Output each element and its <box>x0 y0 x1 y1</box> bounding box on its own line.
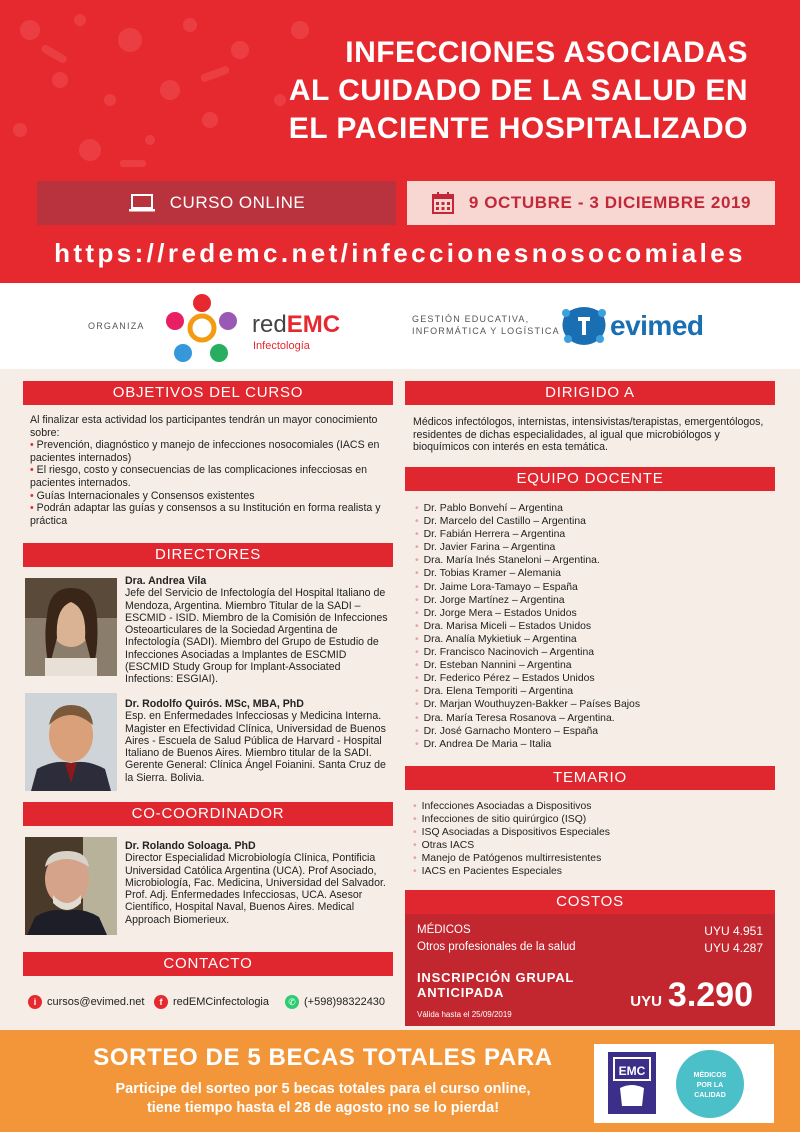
price-label: Otros profesionales de la salud <box>417 941 576 953</box>
objetivos-intro: Al finalizar esta actividad los participantes tendrán un mayor conocimiento sobre: <box>30 414 378 439</box>
svg-text:CALIDAD: CALIDAD <box>694 1092 726 1099</box>
footer-text: Participe del sorteo por 5 becas totales para el curso online, tiene tiempo hasta el 28 de agosto ¡no se lo pierda! <box>115 1081 531 1116</box>
objetivo-item: • El riesgo, costo y consecuencias de las complicaciones infecciosas en pacientes internados. <box>30 464 367 489</box>
contacto-heading: CONTACTO <box>23 952 393 976</box>
director-photo-quiros <box>25 693 117 791</box>
docente-item: • Dr. Javier Farina – Argentina <box>415 541 770 554</box>
objetivos-heading: OBJETIVOS DEL CURSO <box>23 381 393 405</box>
partner-logos <box>594 1044 774 1123</box>
director-name: Dr. Rodolfo Quirós. MSc, MBA, PhD <box>125 698 304 710</box>
facebook-icon: f <box>154 995 168 1009</box>
directores-heading: DIRECTORES <box>23 543 393 567</box>
price-label: MÉDICOS <box>417 924 471 936</box>
docente-item: • Dr. Tobias Kramer – Alemania <box>415 567 770 580</box>
contact-email[interactable] <box>28 995 144 1009</box>
equipo-heading: EQUIPO DOCENTE <box>405 467 775 491</box>
info-icon: i <box>28 995 42 1009</box>
docente-item: • Dr. Jorge Martínez – Argentina <box>415 594 770 607</box>
svg-text:MÉDICOS: MÉDICOS <box>693 1072 727 1079</box>
docente-item: • Dra. Marisa Miceli – Estados Unidos <box>415 620 770 633</box>
grupal-amount: 3.290 <box>667 976 753 1014</box>
contact-facebook-text[interactable]: redEMCinfectologia <box>173 996 269 1008</box>
docente-item: • Dr. Pablo Bonvehí – Argentina <box>415 502 770 515</box>
price-row-medicos <box>417 924 763 938</box>
docente-item: • Dra. Analía Mykietiuk – Argentina <box>415 633 770 646</box>
docente-item: • Dra. Elena Temporiti – Argentina <box>415 685 770 698</box>
cocoordinador-photo <box>25 837 117 935</box>
redemc-subtitle: Infectología <box>253 340 310 352</box>
laptop-icon <box>128 193 156 213</box>
partner-logos-box <box>594 1044 774 1123</box>
director-vila <box>125 575 391 686</box>
price-value: UYU 4.951 <box>704 924 763 938</box>
emc-logo-icon <box>608 1052 656 1114</box>
calendar-icon <box>431 191 455 215</box>
contact-facebook[interactable] <box>154 995 269 1009</box>
course-mode-badge <box>37 181 396 225</box>
contact-email-text[interactable]: cursos@evimed.net <box>47 996 145 1008</box>
grupal-valid-until: Válida hasta el 25/09/2019 <box>417 1010 512 1019</box>
temario-item: • Otras IACS <box>413 839 768 852</box>
footer-title: SORTEO DE 5 BECAS TOTALES PARA <box>93 1044 553 1071</box>
cocoordinador-heading: CO-COORDINADOR <box>23 802 393 826</box>
objetivo-item: • Podrán adaptar las guías y consensos a su Institución en forma realista y práctica <box>30 502 381 527</box>
dirigido-heading: DIRIGIDO A <box>405 381 775 405</box>
temario-list <box>413 800 768 879</box>
course-title <box>188 34 748 148</box>
title-line: AL CUIDADO DE LA SALUD EN <box>288 74 748 107</box>
contact-whatsapp[interactable] <box>285 995 385 1009</box>
svg-text:POR LA: POR LA <box>696 1082 724 1089</box>
costos-heading: COSTOS <box>405 890 775 914</box>
docente-item: • Dr. Andrea De Maria – Italia <box>415 738 770 751</box>
objetivos-body <box>30 414 390 527</box>
grupal-label: INSCRIPCIÓN GRUPAL ANTICIPADA <box>417 970 575 1000</box>
gestion-label: GESTIÓN EDUCATIVA, INFORMÁTICA Y LOGÍSTICA <box>412 314 560 336</box>
title-line: EL PACIENTE HOSPITALIZADO <box>288 112 748 145</box>
header-banner <box>0 0 800 283</box>
price-row-otros <box>417 941 763 955</box>
docente-item: • Dr. José Garnacho Montero – España <box>415 725 770 738</box>
course-dates: 9 OCTUBRE - 3 DICIEMBRE 2019 <box>468 193 752 212</box>
docente-item: • Dra. María Inés Staneloni – Argentina. <box>415 554 770 567</box>
redemc-logo-icon <box>165 293 240 363</box>
docente-item: • Dra. María Teresa Rosanova – Argentina. <box>415 712 770 725</box>
docente-item: • Dr. Esteban Nannini – Argentina <box>415 659 770 672</box>
course-mode-label: CURSO ONLINE <box>169 193 306 212</box>
temario-heading: TEMARIO <box>405 766 775 790</box>
costos-panel <box>405 914 775 1026</box>
docente-item: • Dr. Marcelo del Castillo – Argentina <box>415 515 770 528</box>
docente-item: • Dr. Jorge Mera – Estados Unidos <box>415 607 770 620</box>
price-value: UYU 4.287 <box>704 941 763 955</box>
equipo-list <box>415 502 770 751</box>
docente-item: • Dr. Francisco Nacinovich – Argentina <box>415 646 770 659</box>
evimed-wordmark: evimed <box>610 310 704 341</box>
docente-item: • Dr. Fabián Herrera – Argentina <box>415 528 770 541</box>
director-quiros <box>125 698 391 784</box>
docente-item: • Dr. Jaime Lora-Tamayo – España <box>415 581 770 594</box>
director-photo-vila <box>25 578 117 676</box>
director-bio: Esp. en Enfermedades Infecciosas y Medicina Interna. Magister en Efectividad Clínica, Universidad de Buenos Aires - Escuela de Salud Pública de Harvard - Hospital Italiano de Buenos Aires. Miembro titular de la SADI. Gerente General: Clínica Ángel Foianini. Santa Cruz de la Sierra. Bolivia. <box>125 710 386 784</box>
objetivo-item: • Prevención, diagnóstico y manejo de infecciones nosocomiales (IACS en pacientes internados) <box>30 439 380 464</box>
title-line: INFECCIONES ASOCIADAS <box>345 36 748 69</box>
organizers-strip <box>0 283 800 369</box>
evimed-logo-icon <box>560 305 608 347</box>
temario-item: • Infecciones Asociadas a Dispositivos <box>413 800 768 813</box>
course-url-link[interactable]: https://redemc.net/infeccionesnosocomiales <box>54 238 746 268</box>
course-dates-badge <box>407 181 775 225</box>
temario-item: • Infecciones de sitio quirúrgico (ISQ) <box>413 813 768 826</box>
temario-item: • Manejo de Patógenos multirresistentes <box>413 852 768 865</box>
director-name: Dra. Andrea Vila <box>125 575 207 587</box>
medicos-calidad-logo-icon <box>676 1050 744 1118</box>
organiza-label: ORGANIZA <box>88 321 145 331</box>
cocoordinador-bio: Director Especialidad Microbiología Clínica, Pontificia Universidad Católica Argentina (UCA). Prof Asociado, Microbiología, Fac. Medicina, Universidad del Salvador. Prof. Adj. Enfermedades Infecciosas, UCA. Asesor Científico, Hospital Naval, Buenos Aires. Medical Approach Biomerieux. <box>125 852 386 926</box>
director-bio: Jefe del Servicio de Infectología del Hospital Italiano de Mendoza, Argentina. Miembro Titular de la SADI – ESCMID - ISID. Miembro de la Comisión de Infecciones Osteoarticulares de la Sociedad Argentina de Infectología (SADI). Miembro del Grupo de Estudio de Infecciones Asociadas a Implantes de ESCMID (ESCMID Study Group for Implant-Associated Infections: ESGIAI). <box>125 587 388 686</box>
whatsapp-icon: ✆ <box>285 995 299 1009</box>
temario-item: • IACS en Pacientes Especiales <box>413 865 768 878</box>
docente-item: • Dr. Federico Pérez – Estados Unidos <box>415 672 770 685</box>
svg-text:EMC: EMC <box>618 1064 646 1078</box>
docente-item: • Dr. Marjan Wouthuyzen-Bakker – Países Bajos <box>415 698 770 711</box>
cocoordinador-name: Dr. Rolando Soloaga. PhD <box>125 840 256 852</box>
contact-whatsapp-text[interactable]: (+598)98322430 <box>304 996 386 1008</box>
objetivo-item: • Guías Internacionales y Consensos existentes <box>30 489 255 502</box>
cocoordinador <box>125 840 391 926</box>
temario-item: • ISQ Asociadas a Dispositivos Especiales <box>413 826 768 839</box>
dirigido-text: Médicos infectólogos, internistas, intensivistas/terapistas, emergentólogos, residentes de dichas especialidades, al igual que microbiólogos y bioquímicos con interés en esta temática. <box>413 416 764 454</box>
grupal-price <box>630 976 753 1015</box>
redemc-wordmark: redEMC <box>252 311 341 338</box>
grupal-currency: UYU <box>630 993 662 1010</box>
